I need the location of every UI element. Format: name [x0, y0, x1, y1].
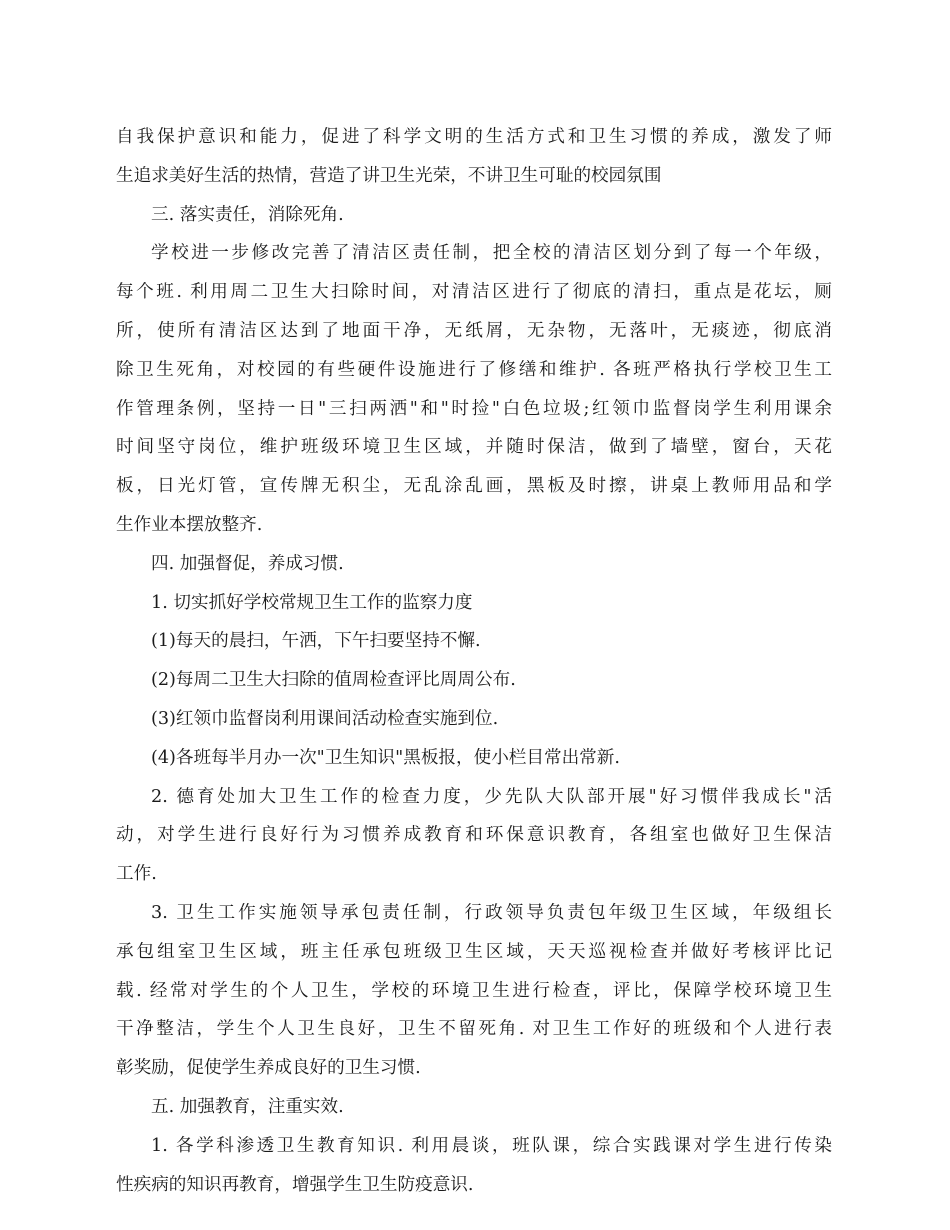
paragraph-line: 动，对学生进行良好行为习惯养成教育和环保意识教育，各组室也做好卫生保洁 — [116, 825, 832, 846]
paragraph-line: 除卫生死角，对校园的有些硬件设施进行了修缮和维护. 各班严格执行学校卫生工 — [116, 359, 832, 380]
paragraph-line: 每个班. 利用周二卫生大扫除时间，对清洁区进行了彻底的清扫，重点是花坛，厕 — [116, 282, 832, 303]
paragraph-line: 彰奖励，促使学生养成良好的卫生习惯. — [116, 1058, 421, 1079]
list-item: 1. 切实抓好学校常规卫生工作的监察力度 — [151, 592, 473, 613]
paragraph-line: 所，使所有清洁区达到了地面干净，无纸屑，无杂物，无落叶，无痰迹，彻底消 — [116, 320, 832, 341]
paragraph-line: 工作. — [116, 864, 157, 885]
list-item: (3)红领巾监督岗利用课间活动检查实施到位. — [151, 708, 499, 729]
paragraph-line: 干净整洁，学生个人卫生良好，卫生不留死角. 对卫生工作好的班级和个人进行表 — [116, 1019, 832, 1040]
paragraph-line: 性疾病的知识再教育，增强学生卫生防疫意识. — [116, 1174, 474, 1195]
paragraph-line: 3. 卫生工作实施领导承包责任制，行政领导负责包年级卫生区域，年级组长 — [151, 902, 832, 923]
paragraph-line: 时间坚守岗位，维护班级环境卫生区域，并随时保洁，做到了墙壁，窗台，天花 — [116, 437, 832, 458]
paragraph-line: 板，日光灯管，宣传牌无积尘，无乱涂乱画，黑板及时擦，讲桌上教师用品和学 — [116, 476, 832, 497]
paragraph-line: 生作业本摆放整齐. — [116, 514, 263, 535]
paragraph-line: 生追求美好生活的热情，营造了讲卫生光荣，不讲卫生可耻的校园氛围 — [116, 165, 662, 186]
list-item: (4)各班每半月办一次"卫生知识"黑板报，使小栏目常出常新. — [151, 747, 620, 768]
paragraph-line: 承包组室卫生区域，班主任承包班级卫生区域，天天巡视检查并做好考核评比记 — [116, 941, 832, 962]
section-heading: 四. 加强督促，养成习惯. — [151, 553, 344, 574]
section-heading: 五. 加强教育，注重实效. — [151, 1096, 344, 1117]
document-body — [116, 118, 832, 1204]
paragraph-line: 自我保护意识和能力，促进了科学文明的生活方式和卫生习惯的养成，激发了师 — [116, 127, 832, 147]
paragraph-line: 1. 各学科渗透卫生教育知识. 利用晨谈，班队课，综合实践课对学生进行传染 — [151, 1135, 832, 1156]
paragraph-line: 2. 德育处加大卫生工作的检查力度，少先队大队部开展"好习惯伴我成长"活 — [151, 786, 832, 807]
section-heading: 三. 落实责任，消除死角. — [151, 204, 344, 225]
list-item: (2)每周二卫生大扫除的值周检查评比周周公布. — [151, 670, 516, 691]
paragraph-line: 学校进一步修改完善了清洁区责任制，把全校的清洁区划分到了每一个年级， — [151, 243, 832, 264]
paragraph-line: 作管理条例，坚持一日"三扫两洒"和"时捡"白色垃圾;红领巾监督岗学生利用课余 — [116, 398, 832, 419]
list-item: (1)每天的晨扫，午洒，下午扫要坚持不懈. — [151, 631, 481, 652]
paragraph-line: 载. 经常对学生的个人卫生，学校的环境卫生进行检查，评比，保障学校环境卫生 — [116, 980, 832, 1001]
